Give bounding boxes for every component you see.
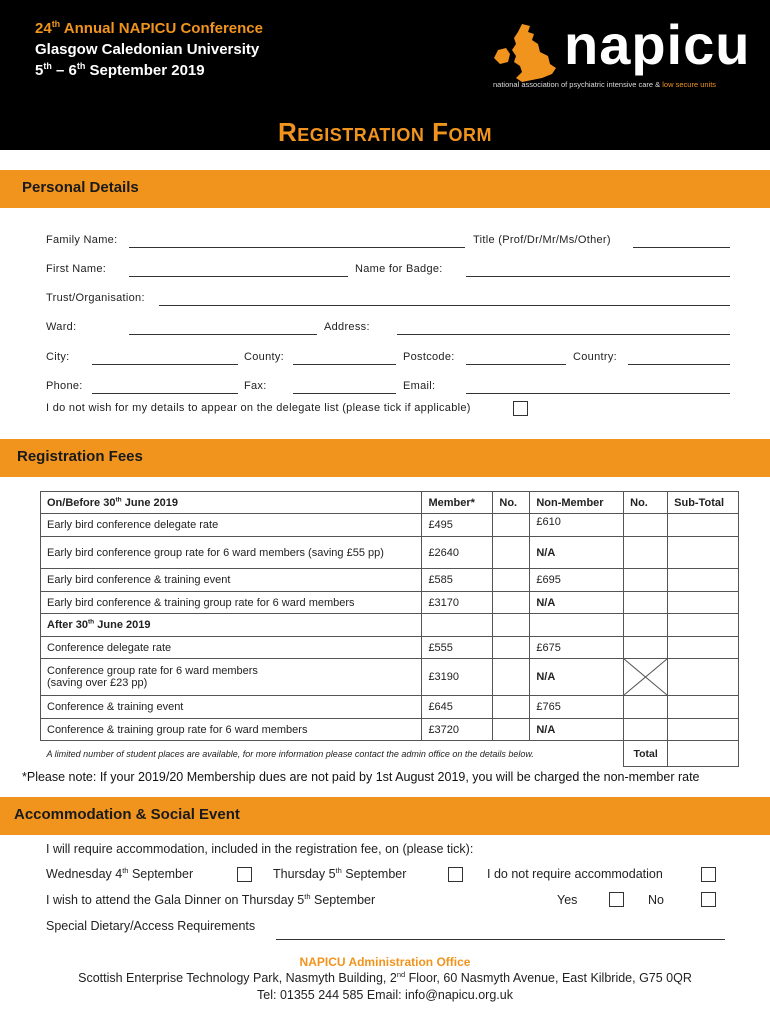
member-price: £495 [422, 514, 493, 537]
country-field[interactable] [628, 364, 730, 365]
office-contact: Tel: 01355 244 585 Email: info@napicu.org.uk [257, 988, 513, 1002]
email-field[interactable] [466, 393, 730, 394]
section-heading: Accommodation & Social Event [14, 806, 240, 823]
city-field[interactable] [92, 364, 238, 365]
fee-label: Conference & training group rate for 6 ward members [41, 719, 422, 741]
fee-label: Early bird conference group rate for 6 ward members (saving £55 pp) [41, 537, 422, 569]
subtotal-cell[interactable] [668, 569, 739, 592]
title-field[interactable] [633, 247, 730, 248]
header-subtotal: Sub-Total [668, 492, 739, 514]
office-title: NAPICU Administration Office [299, 955, 471, 969]
table-row [41, 719, 739, 741]
nonmember-price: £675 [530, 637, 624, 659]
nonmember-price: £765 [530, 696, 624, 719]
badge-name-field[interactable] [466, 276, 730, 277]
table-row [41, 696, 739, 719]
nonmember-price: N/A [530, 537, 624, 569]
subtotal-cell[interactable] [668, 696, 739, 719]
member-qty-cell[interactable] [493, 719, 530, 741]
conference-info [35, 18, 263, 81]
student-note: A limited number of student places are available, for more information please contact the admin office on the details below. [41, 741, 624, 767]
member-price: £3170 [422, 592, 493, 614]
total-cell[interactable] [668, 741, 739, 767]
membership-note: *Please note: If your 2019/20 Membership dues are not paid by 1st August 2019, you will be charged the non-member rate [22, 770, 700, 784]
email-label: Email: [403, 380, 436, 392]
section-accommodation [0, 797, 770, 835]
postcode-label: Postcode: [403, 351, 455, 363]
postcode-field[interactable] [466, 364, 566, 365]
address-label: Address: [324, 321, 370, 333]
conference-venue: Glasgow Caledonian University [35, 41, 260, 58]
header-member-qty: No. [493, 492, 530, 514]
nonmember-qty-cell[interactable] [624, 637, 668, 659]
nonmember-qty-cell[interactable] [624, 719, 668, 741]
wednesday-checkbox[interactable] [237, 867, 252, 882]
table-footer-row [41, 741, 739, 767]
dietary-label: Special Dietary/Access Requirements [46, 919, 256, 933]
badge-name-label: Name for Badge: [355, 263, 443, 275]
table-header-row [41, 492, 739, 514]
subtotal-cell[interactable] [668, 537, 739, 569]
fee-label: Early bird conference delegate rate [41, 514, 422, 537]
fee-label: Conference delegate rate [41, 637, 422, 659]
gala-no-label: No [648, 893, 664, 907]
fax-label: Fax: [244, 380, 267, 392]
ward-field[interactable] [129, 334, 317, 335]
member-price: £555 [422, 637, 493, 659]
fax-field[interactable] [293, 393, 396, 394]
logo-wordmark: napicu [564, 13, 751, 76]
nonmember-price: N/A [530, 719, 624, 741]
member-price: £2640 [422, 537, 493, 569]
member-price: £3720 [422, 719, 493, 741]
member-price: £585 [422, 569, 493, 592]
office-address: Scottish Enterprise Technology Park, Nasmyth Building, 2nd Floor, 60 Nasmyth Avenue, East Kilbride, G75 0QR [78, 969, 692, 985]
address-field[interactable] [397, 334, 730, 335]
no-accommodation-label: I do not require accommodation [487, 867, 663, 881]
accommodation-intro: I will require accommodation, included in the registration fee, on (please tick): [46, 842, 474, 856]
delegate-list-optout-checkbox[interactable] [513, 401, 528, 416]
title-label: Title (Prof/Dr/Mr/Ms/Other) [473, 234, 611, 246]
country-label: Country: [573, 351, 617, 363]
logo-tagline: national association of psychiatric intensive care & low secure units [493, 80, 717, 89]
fee-label: Conference group rate for 6 ward members (saving over £23 pp) [41, 659, 422, 696]
member-price: £3190 [422, 659, 493, 696]
napicu-logo [492, 13, 752, 98]
crossed-out-cell [624, 659, 668, 696]
ward-label: Ward: [46, 321, 77, 333]
header-member: Member* [422, 492, 493, 514]
member-qty-cell[interactable] [493, 592, 530, 614]
subtotal-cell[interactable] [668, 637, 739, 659]
table-row [41, 659, 739, 696]
nonmember-price: £695 [530, 569, 624, 592]
nonmember-qty-cell[interactable] [624, 592, 668, 614]
gala-dinner-label: I wish to attend the Gala Dinner on Thursday 5th September [46, 891, 376, 907]
header-nonmember-qty: No. [624, 492, 668, 514]
nonmember-price: N/A [530, 659, 624, 696]
member-qty-cell[interactable] [493, 637, 530, 659]
phone-field[interactable] [92, 393, 238, 394]
family-name-label: Family Name: [46, 234, 118, 246]
member-qty-cell[interactable] [493, 514, 530, 537]
thursday-label: Thursday 5th September [273, 865, 407, 881]
nonmember-qty-cell[interactable] [624, 696, 668, 719]
member-price: £645 [422, 696, 493, 719]
nonmember-price: £610 [530, 514, 624, 537]
conference-dates: 5th – 6th September 2019 [35, 61, 205, 79]
county-label: County: [244, 351, 285, 363]
wednesday-label: Wednesday 4th September [46, 865, 194, 881]
delegate-list-optout-label: I do not wish for my details to appear on the delegate list (please tick if applicable) [46, 402, 471, 414]
phone-label: Phone: [46, 380, 83, 392]
trust-field[interactable] [159, 305, 730, 306]
table-row [41, 569, 739, 592]
fee-label: Conference & training event [41, 696, 422, 719]
subtotal-cell[interactable] [668, 659, 739, 696]
family-name-field[interactable] [129, 247, 465, 248]
after-period-label: After 30th June 2019 [41, 614, 422, 637]
gala-yes-checkbox[interactable] [609, 892, 624, 907]
dietary-field[interactable] [276, 939, 725, 940]
no-accommodation-checkbox[interactable] [701, 867, 716, 882]
header-nonmember: Non-Member [530, 492, 624, 514]
thursday-checkbox[interactable] [448, 867, 463, 882]
nonmember-qty-cell[interactable] [624, 514, 668, 537]
fees-table [40, 491, 739, 767]
table-subheader-row [41, 614, 739, 637]
section-personal-details [0, 170, 770, 208]
subtotal-cell[interactable] [668, 514, 739, 537]
trust-label: Trust/Organisation: [46, 292, 145, 304]
fee-label: Early bird conference & training event [41, 569, 422, 592]
member-qty-cell[interactable] [493, 537, 530, 569]
subtotal-cell[interactable] [668, 592, 739, 614]
section-heading: Registration Fees [17, 448, 143, 465]
gala-no-checkbox[interactable] [701, 892, 716, 907]
first-name-label: First Name: [46, 263, 107, 275]
member-qty-cell[interactable] [493, 569, 530, 592]
gala-yes-label: Yes [557, 893, 578, 907]
first-name-field[interactable] [129, 276, 348, 277]
nonmember-qty-cell[interactable] [624, 537, 668, 569]
member-qty-cell[interactable] [493, 696, 530, 719]
nonmember-qty-cell[interactable] [624, 569, 668, 592]
subtotal-cell[interactable] [668, 719, 739, 741]
cross-icon [624, 659, 667, 695]
table-row [41, 537, 739, 569]
table-row [41, 514, 739, 537]
conference-title: 24th Annual NAPICU Conference [35, 19, 263, 37]
table-row [41, 637, 739, 659]
section-registration-fees [0, 439, 770, 477]
member-qty-cell[interactable] [493, 659, 530, 696]
city-label: City: [46, 351, 70, 363]
total-label: Total [624, 741, 668, 767]
uk-map-icon [492, 22, 558, 84]
fee-label: Early bird conference & training group rate for 6 ward members [41, 592, 422, 614]
county-field[interactable] [293, 364, 396, 365]
header-period: On/Before 30th June 2019 [41, 492, 422, 514]
table-row [41, 592, 739, 614]
nonmember-price: N/A [530, 592, 624, 614]
section-heading: Personal Details [22, 179, 139, 196]
page-title: Registration Form [277, 117, 493, 147]
